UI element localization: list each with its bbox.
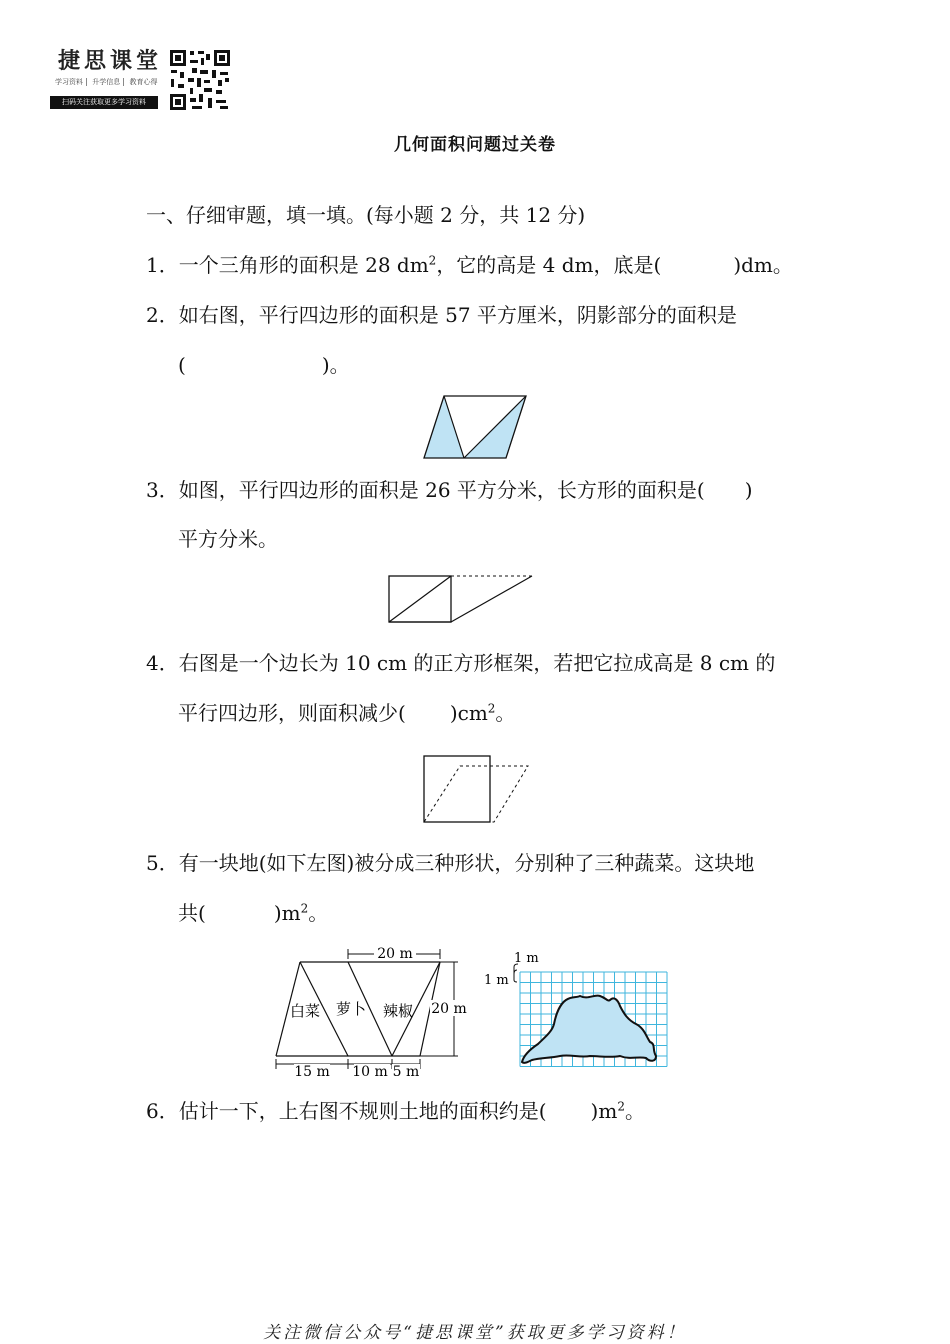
region-label-radish: 萝卜 xyxy=(335,1000,367,1018)
dim-label-top: 20 m xyxy=(377,946,413,962)
grid-label-top: 1 m xyxy=(514,951,539,966)
page-title: 几何面积问题过关卷 xyxy=(394,135,556,155)
parallelogram-dashed xyxy=(424,766,528,822)
grid-label-left: 1 m xyxy=(484,973,509,988)
question-4-line2 xyxy=(178,700,515,726)
region-label-pepper: 辣椒 xyxy=(382,1002,414,1020)
question-3-line2: 平方分米。 xyxy=(178,527,278,551)
region-label-cabbage: 白菜 xyxy=(289,1002,321,1020)
question-5 xyxy=(146,850,754,876)
question-text: 一个三角形的面积是 28 dm xyxy=(178,253,429,277)
logo-tag: 升学信息 xyxy=(89,78,124,86)
question-text: )。 xyxy=(321,353,350,377)
logo-tags xyxy=(52,77,160,87)
question-text: )dm。 xyxy=(733,253,793,277)
dim-label-bottom-3: 5 m xyxy=(392,1064,420,1080)
dim-label-bottom-1: 15 m xyxy=(294,1064,330,1080)
logo-tag: 教育心得 xyxy=(129,78,158,86)
dim-label-right: 20 m xyxy=(431,1001,467,1017)
logo-name: 捷思课堂 xyxy=(58,48,163,74)
q3-rectangle-parallelogram-figure xyxy=(386,573,536,625)
question-number: 4． xyxy=(146,651,179,675)
question-text: 。 xyxy=(495,701,516,725)
question-4 xyxy=(146,650,775,676)
qr-code-icon[interactable] xyxy=(168,48,232,112)
question-text: 右图是一个边长为 10 cm 的正方形框架，若把它拉成高是 8 cm 的 xyxy=(178,651,776,675)
logo-slogan: 扫码关注获取更多学习资料 xyxy=(50,96,158,109)
question-3 xyxy=(146,477,753,503)
question-text: 共( xyxy=(178,901,206,925)
dim-label-bottom-2: 10 m xyxy=(352,1064,388,1080)
question-number: 5． xyxy=(146,851,179,875)
question-2 xyxy=(146,302,737,328)
question-text: 估计一下，上右图不规则土地的面积约是( xyxy=(178,1099,547,1123)
question-1 xyxy=(146,252,793,278)
question-5-line2 xyxy=(178,900,328,926)
q2-parallelogram-figure xyxy=(420,392,530,462)
footer-note: 关注微信公众号“捷思课堂”获取更多学习资料！ xyxy=(263,1323,687,1343)
question-text: ) xyxy=(744,478,753,502)
question-text: 平行四边形，则面积减少( xyxy=(178,701,406,725)
question-number: 3． xyxy=(146,478,179,502)
q5-vegetable-plot-figure xyxy=(268,940,478,1082)
section-heading: 一、仔细审题，填一填。(每小题 2 分，共 12 分) xyxy=(146,203,586,227)
question-text: ，它的高是 4 dm，底是( xyxy=(436,253,662,277)
question-text: 如右图，平行四边形的面积是 57 平方厘米，阴影部分的面积是 xyxy=(178,303,737,327)
shaded-triangle-left xyxy=(424,396,464,458)
question-text: )m xyxy=(273,901,301,925)
superscript: 2 xyxy=(428,253,437,268)
superscript: 2 xyxy=(487,701,496,716)
q6-grid-land-figure xyxy=(480,944,676,1078)
superscript: 2 xyxy=(300,901,309,916)
q4-square-frame-figure xyxy=(420,752,532,824)
question-text: ( xyxy=(178,353,186,377)
question-text: 。 xyxy=(624,1099,645,1123)
question-text: 有一块地(如下左图)被分成三种形状，分别种了三种蔬菜。这块地 xyxy=(178,851,755,875)
question-text: )m xyxy=(590,1099,618,1123)
question-6 xyxy=(146,1098,645,1124)
question-2-answer xyxy=(178,352,350,378)
question-number: 6． xyxy=(146,1099,179,1123)
question-number: 2． xyxy=(146,303,179,327)
question-text: 如图，平行四边形的面积是 26 平方分米，长方形的面积是( xyxy=(178,478,705,502)
question-number: 1． xyxy=(146,253,179,277)
question-text: 。 xyxy=(308,901,329,925)
logo-tag: 学习资料 xyxy=(52,78,87,86)
superscript: 2 xyxy=(617,1099,625,1114)
question-text: )cm xyxy=(449,701,488,725)
